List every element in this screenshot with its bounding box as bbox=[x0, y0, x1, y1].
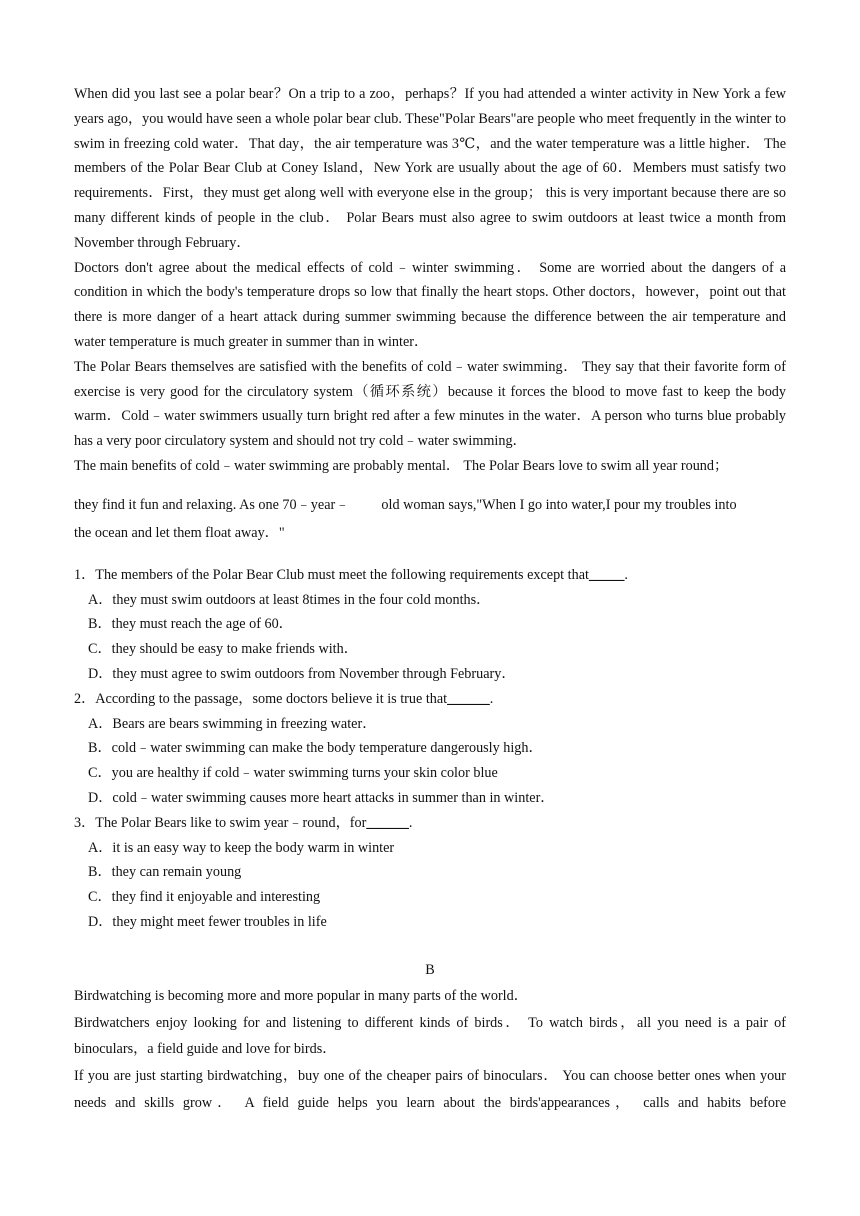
spacer bbox=[74, 479, 786, 491]
passage-a-paragraph-4: The main benefits of cold﹣water swimming are probably mental． The Polar Bears love to swim all year round； bbox=[74, 457, 729, 474]
question-stem bbox=[74, 811, 786, 836]
spacer bbox=[74, 935, 786, 957]
question-2 bbox=[74, 687, 786, 811]
option-d[interactable]: D．they might meet fewer troubles in life bbox=[88, 913, 327, 930]
question-3 bbox=[74, 811, 786, 935]
passage-a-paragraph-5-end: the ocean and let them float away．" bbox=[74, 524, 285, 541]
document-page bbox=[74, 82, 786, 1117]
question-stem-text: 3．The Polar Bears like to swim year﹣round，for bbox=[74, 814, 367, 831]
option-d[interactable]: D．they must agree to swim outdoors from November through February． bbox=[88, 665, 516, 682]
option-b[interactable]: B．they can remain young bbox=[88, 864, 242, 881]
passage-a-paragraph-5-part-2: old woman says,"When I go into water,I pour my troubles into bbox=[381, 496, 737, 513]
option-d[interactable]: D．cold﹣water swimming causes more heart attacks in summer than in winter． bbox=[88, 789, 555, 806]
answer-blank[interactable]: ______ bbox=[366, 814, 409, 831]
passage-b-paragraph-3: If you are just starting birdwatching，buy one of the cheaper pairs of binoculars． You can choose better ones when your needs and skills grow． A field guide helps you learn about the birds'appearances， calls and habits before bbox=[74, 1068, 786, 1111]
answer-blank[interactable]: _____ bbox=[588, 566, 625, 583]
spacer bbox=[74, 547, 786, 563]
passage-a-paragraph-1: When did you last see a polar bear？On a trip to a zoo，perhaps？If you had attended a winter activity in New York a few years ago，you would have seen a whole polar bear club. These"Polar Bears"are people who meet frequently in the winter to swim in freezing cold water．That day，the air temperature was 3℃，and the water temperature was a little higher． The members of the Polar Bear Club at Coney Island，New York are usually about the age of 60．Members must satisfy two requirements．First，they must get along well with everyone else in the group； this is very important because there are so many different kinds of people in the club． Polar Bears must also agree to swim outdoors at least twice a month from November through February． bbox=[74, 86, 786, 251]
option-a[interactable]: A．they must swim outdoors at least 8times in the four cold months． bbox=[88, 591, 491, 608]
passage-b-paragraph-1: Birdwatching is becoming more and more popular in many parts of the world． bbox=[74, 987, 528, 1004]
question-stem bbox=[74, 687, 786, 712]
question-stem-tail: . bbox=[489, 690, 494, 707]
option-c[interactable]: C．you are healthy if cold﹣water swimming turns your skin color blue bbox=[88, 765, 498, 782]
option-c[interactable]: C．they find it enjoyable and interesting bbox=[88, 889, 321, 906]
option-b[interactable]: B．they must reach the age of 60． bbox=[88, 616, 293, 633]
passage-a-paragraph-5 bbox=[74, 491, 786, 519]
question-stem bbox=[74, 563, 786, 588]
question-stem-tail: . bbox=[624, 566, 628, 583]
passage-a-paragraph-5-part-1: they find it fun and relaxing. As one 70﹣year﹣ bbox=[74, 496, 350, 513]
passage-a-paragraph-3: The Polar Bears themselves are satisfied with the benefits of cold﹣water swimming． They say that their favorite form of exercise is very good for the circulatory system（循环系统）because it forces the blood to move fast to keep the body warm．Cold﹣water swimmers usually turn bright red after a few minutes in the water．A person who turns blue probably has a very poor circulatory system and should not try cold﹣water swimming． bbox=[74, 358, 786, 450]
option-a[interactable]: A．Bears are bears swimming in freezing water． bbox=[88, 715, 377, 732]
passage-b-paragraph-2: Birdwatchers enjoy looking for and listening to different kinds of birds． To watch birds，all you need is a pair of binoculars，a field guide and love for birds． bbox=[74, 1014, 786, 1058]
section-heading-b: B bbox=[425, 961, 435, 978]
option-c[interactable]: C．they should be easy to make friends with． bbox=[88, 641, 358, 658]
question-stem-text: 2．According to the passage，some doctors believe it is true that bbox=[74, 690, 448, 707]
option-a[interactable]: A．it is an easy way to keep the body warm in winter bbox=[88, 839, 395, 856]
passage-a-paragraph-2: Doctors don't agree about the medical effects of cold﹣winter swimming． Some are worried about the dangers of a condition in which the body's temperature drops so low that finally the heart stops. Other doctors，however，point out that there is more danger of a heart attack during summer swimming because the difference between the air temperature and water temperature is much greater in summer than in winter． bbox=[74, 259, 786, 350]
question-1 bbox=[74, 563, 786, 687]
option-b[interactable]: B．cold﹣water swimming can make the body temperature dangerously high． bbox=[88, 740, 543, 757]
question-stem-tail: . bbox=[408, 814, 413, 831]
answer-blank[interactable]: ______ bbox=[447, 690, 490, 707]
question-stem-text: 1．The members of the Polar Bear Club must meet the following requirements except that bbox=[74, 566, 589, 583]
